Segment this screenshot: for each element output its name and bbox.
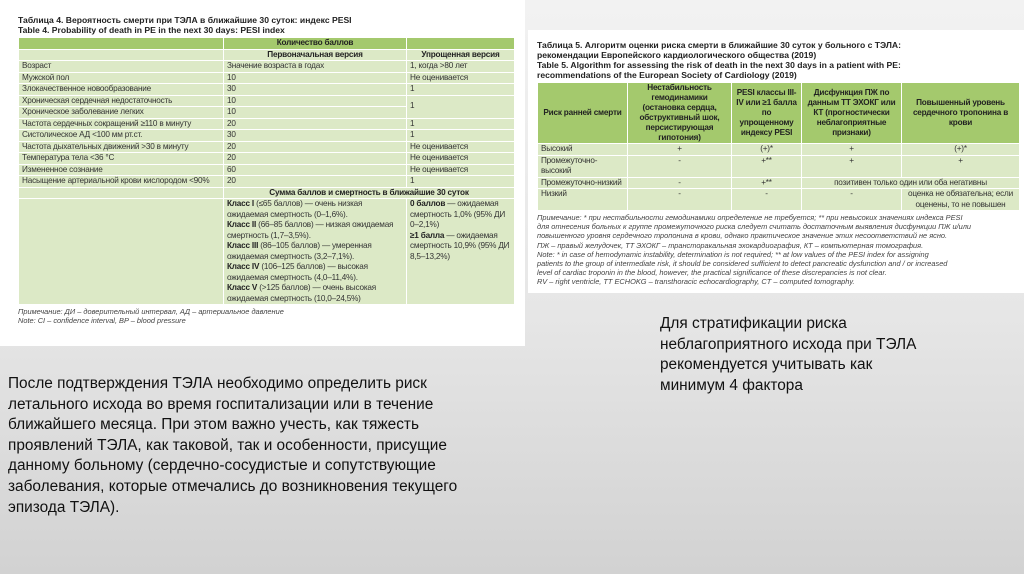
class-entry xyxy=(227,241,403,262)
row-simplified: 1 xyxy=(407,118,515,130)
table-cell: - xyxy=(802,189,902,211)
class-text: (>125 баллов) — очень высокая ожидаемая смертность (10,0–24,5%) xyxy=(227,283,376,303)
table-cell: + xyxy=(802,155,902,177)
row-original: 20 xyxy=(224,118,407,130)
class-text: (66–85 баллов) — низкая ожидаемая смертность (1,7–3,5%). xyxy=(227,220,394,240)
note-line: повышенного уровня сердечного тропонина в крови, однако практическое значение этих несоответствий не ясно. xyxy=(537,231,948,241)
class-name: ≥1 балла xyxy=(410,230,445,240)
row-label: Температура тела <36 °С xyxy=(19,153,224,165)
table-row xyxy=(19,95,515,107)
table4-title-ru: Таблица 4. Вероятность смерти при ТЭЛА в ближайшие 30 суток: индекс PESI xyxy=(18,15,352,25)
class-entry xyxy=(410,199,511,231)
left-paragraph: После подтверждения ТЭЛА необходимо определить риск летального исхода во время госпитализации или в течение ближайшего месяца. При этом важно учесть, как тяжесть проявлений ТЭЛА, как таковой, так и особенности, присущие данному больному (сердечно-сосудистые и сопутствующие заболевания, которые отмечались до возникновения текущего эпизода ТЭЛА). xyxy=(8,375,458,516)
table-row xyxy=(538,177,1020,189)
column-header: PESI классы III-IV или ≥1 балла по упрощенному индексу PESI xyxy=(732,83,802,144)
class-name: Класс II xyxy=(227,220,257,229)
table5-title: recommendations of the European Society of Cardiology (2019) xyxy=(537,70,797,80)
row-label: Частота дыхательных движений >30 в минуту xyxy=(19,141,224,153)
class-text: — ожидаемая смертность 10,9% (95% ДИ 8,5–13,2%) xyxy=(410,230,510,261)
column-header: Риск ранней смерти xyxy=(538,83,628,144)
table4-note-en: Note: CI – confidence interval, BP – blood pressure xyxy=(18,316,186,326)
row-original: 60 xyxy=(224,164,407,176)
pesi-classes xyxy=(224,199,407,305)
class-name: 0 баллов xyxy=(410,199,446,208)
table4-note-ru: Примечание: ДИ – доверительный интервал, АД – артериальное давление xyxy=(18,307,284,316)
class-text: — ожидаемая смертность 1,0% (95% ДИ 0–2,1%) xyxy=(410,199,506,229)
row-simplified: 1 xyxy=(407,130,515,142)
row-label: Мужской пол xyxy=(19,72,224,84)
table-cell: - xyxy=(628,189,732,211)
class-text: (≤65 баллов) — очень низкая ожидаемая смертность (0–1,6%). xyxy=(227,199,363,219)
table-cell: +** xyxy=(732,155,802,177)
table5-title: рекомендации Европейского кардиологического общества (2019) xyxy=(537,50,817,60)
table-cell: Промежуточно-низкий xyxy=(538,177,628,189)
note-line: для отнесения больных к группе промежуточного риска следует считать достаточным выявления дисфункции ПЖ и/или xyxy=(537,222,972,232)
row-simplified: Не оценивается xyxy=(407,141,515,153)
row-original: 10 xyxy=(224,95,407,107)
row-original: 20 xyxy=(224,141,407,153)
table5-image xyxy=(528,30,1024,293)
class-entry xyxy=(227,199,403,220)
table-row xyxy=(19,153,515,165)
table-row xyxy=(19,141,515,153)
table-cell: + xyxy=(628,144,732,156)
row-simplified: 1 xyxy=(407,84,515,96)
note-line: patients to the group of intermediate risk, it should be considered sufficient to detect pancreatic dysfunction and / or increased xyxy=(537,259,948,269)
table-row xyxy=(19,164,515,176)
row-label: Частота сердечных сокращений ≥110 в минуту xyxy=(19,118,224,130)
table-row xyxy=(538,144,1020,156)
table5-title: Таблица 5. Алгоритм оценки риска смерти в ближайшие 30 суток у больного с ТЭЛА: xyxy=(537,40,901,50)
row-original: Значение возраста в годах xyxy=(224,61,407,73)
class-name: Класс V xyxy=(227,283,258,292)
simplified-results xyxy=(407,199,515,305)
row-original: 20 xyxy=(224,153,407,165)
class-entry xyxy=(227,262,403,283)
pesi-table xyxy=(18,37,515,305)
row-label: Злокачественное новообразование xyxy=(19,84,224,96)
column-header: Нестабильность гемодинамики (остановка сердца, обструктивный шок, персистирующая гипотония) xyxy=(628,83,732,144)
table-cell: оценка не обязательна; если оценены, то не повышен xyxy=(902,189,1020,211)
table-cell: - xyxy=(732,189,802,211)
risk-table xyxy=(537,82,1020,211)
class-entry xyxy=(227,220,403,241)
class-name: Класс III xyxy=(227,241,259,250)
column-header: Повышенный уровень сердечного тропонина в крови xyxy=(902,83,1020,144)
row-label: Хроническое заболевание легких xyxy=(19,107,224,119)
sum-header: Сумма баллов и смертность в ближайшие 30 суток xyxy=(224,187,515,199)
row-original: 20 xyxy=(224,176,407,188)
note-line: ПЖ – правый желудочек, ТТ ЭХОКГ – трансторакальная эхокардиография, КТ – компьютерная томография. xyxy=(537,240,924,250)
row-label: Хроническая сердечная недостаточность xyxy=(19,95,224,107)
class-name: Класс IV xyxy=(227,262,260,271)
table-cell: Промежуточно-высокий xyxy=(538,155,628,177)
table-cell: - xyxy=(628,177,732,189)
row-label: Насыщение артериальной крови кислородом <90% xyxy=(19,176,224,188)
table-row xyxy=(538,155,1020,177)
table-cell: позитивен только один или оба негативны xyxy=(802,177,1020,189)
class-name: Класс I xyxy=(227,199,255,208)
note-line: RV – right ventricle, TT ECHOKG – transthoracic echocardiography, CT – computed tomography. xyxy=(537,277,855,287)
table-cell: (+)* xyxy=(902,144,1020,156)
row-label: Систолическое АД <100 мм рт.ст. xyxy=(19,130,224,142)
row-simplified: 1 xyxy=(407,176,515,188)
row-label: Измененное сознание xyxy=(19,164,224,176)
table5-title: Table 5. Algorithm for assessing the risk of death in the next 30 days in a patient with PE: xyxy=(537,60,901,70)
row-original: 10 xyxy=(224,72,407,84)
group-header: Количество баллов xyxy=(224,38,407,50)
col-simplified: Упрощенная версия xyxy=(407,49,515,61)
row-label: Возраст xyxy=(19,61,224,73)
table4-title-en: Table 4. Probability of death in PE in the next 30 days: PESI index xyxy=(18,25,285,35)
table-cell: Высокий xyxy=(538,144,628,156)
row-original: 10 xyxy=(224,107,407,119)
class-text: (106–125 баллов) — высокая ожидаемая смертность (4,0–11,4%). xyxy=(227,262,368,282)
row-simplified: Не оценивается xyxy=(407,72,515,84)
table-row xyxy=(19,61,515,73)
table-row xyxy=(19,84,515,96)
row-simplified: Не оценивается xyxy=(407,153,515,165)
table-row xyxy=(538,189,1020,211)
row-simplified: 1, когда >80 лет xyxy=(407,61,515,73)
col-original: Первоначальная версия xyxy=(224,49,407,61)
table-cell: +** xyxy=(732,177,802,189)
row-original: 30 xyxy=(224,130,407,142)
table5-note xyxy=(537,213,1020,287)
note-line: Примечание: * при нестабильности гемодинамики определение не требуется; ** при невысоких значениях индекса PESI xyxy=(537,213,963,222)
table-cell: - xyxy=(628,155,732,177)
note-line: Note: * in case of hemodynamic instability, determination is not required; ** at low values of the PESI index for assigning xyxy=(537,249,929,259)
row-original: 30 xyxy=(224,84,407,96)
right-paragraph: Для стратификации риска неблагоприятного исхода при ТЭЛА рекомендуется учитывать как минимум 4 фактора xyxy=(660,315,917,394)
table-cell: Низкий xyxy=(538,189,628,211)
class-text: (86–105 баллов) — умеренная ожидаемая смертность (3,2–7,1%). xyxy=(227,241,372,261)
table-row xyxy=(19,130,515,142)
table-row xyxy=(19,72,515,84)
class-entry xyxy=(410,231,511,263)
row-simplified: Не оценивается xyxy=(407,164,515,176)
table-row xyxy=(19,176,515,188)
column-header: Дисфункция ПЖ по данным ТТ ЭХОКГ или КТ (прогностически неблагоприятные признаки) xyxy=(802,83,902,144)
class-entry xyxy=(227,283,403,304)
row-simplified: 1 xyxy=(407,95,515,118)
table-cell: + xyxy=(802,144,902,156)
table4-image xyxy=(0,0,525,346)
note-line: level of cardiac troponin in the blood, however, the practical significance of these discrepancies is not clear. xyxy=(537,268,887,278)
table-cell: (+)* xyxy=(732,144,802,156)
table-row xyxy=(19,118,515,130)
table-cell: + xyxy=(902,155,1020,177)
